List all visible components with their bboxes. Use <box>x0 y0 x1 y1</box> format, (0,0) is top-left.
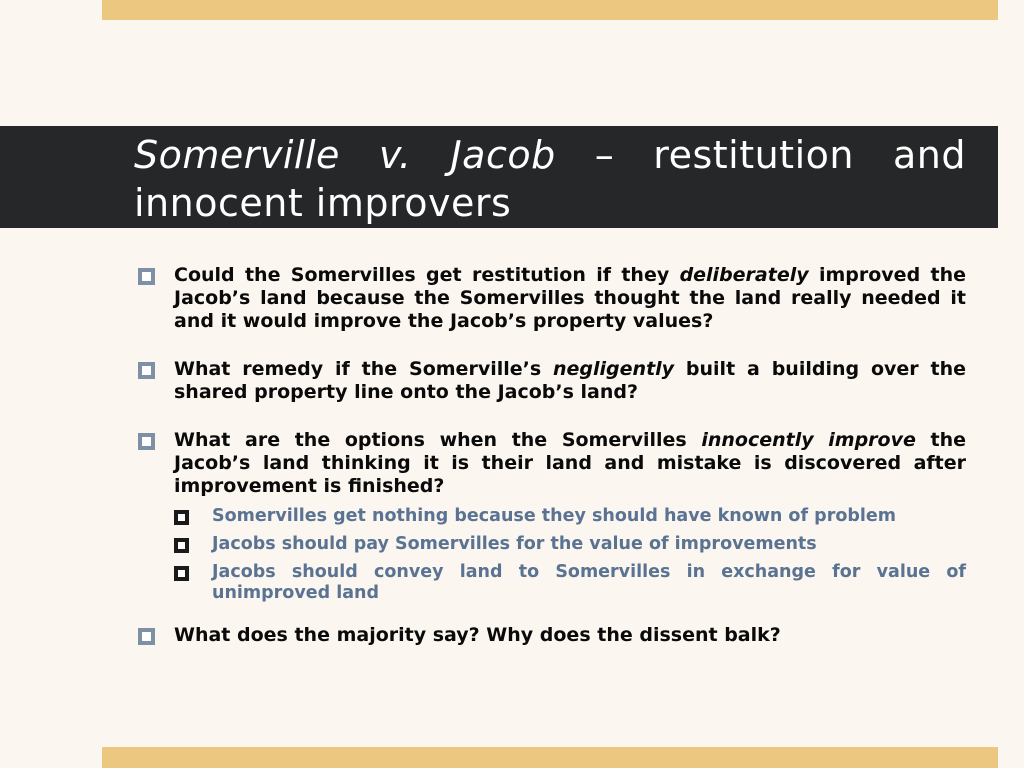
sub-bullet-text: Jacobs should convey land to Somervilles in exchange for value of unimproved land <box>212 562 966 603</box>
bullet-emphasis: innocently improve <box>701 429 916 451</box>
small-square-bullet-icon <box>174 510 189 525</box>
bottom-accent-bar <box>102 747 998 768</box>
bullet-text: What are the options when the Somervilles <box>174 429 702 451</box>
bullet-text: improved the Jacob’s land because the Somervilles thought the land really needed it and it would improve the Jacob’s property values? <box>174 264 966 332</box>
bullet-text: built a building over the shared property line onto the Jacob’s land? <box>174 358 966 403</box>
square-bullet-icon <box>138 362 155 379</box>
bullet-text: the Jacob’s land thinking it is their land and mistake is discovered after improvement is finished? <box>174 429 966 497</box>
sub-bullet-item <box>174 534 966 555</box>
sub-bullet-item <box>174 506 966 527</box>
square-bullet-icon <box>138 433 155 450</box>
bullet-item-innocently <box>138 429 966 604</box>
bullet-list <box>138 264 966 647</box>
bullet-text: What does the majority say? Why does the dissent balk? <box>174 624 781 646</box>
bullet-text: What remedy if the Somerville’s <box>174 358 554 380</box>
title-subject: – restitution and innocent improvers <box>134 133 966 225</box>
bullet-item-majority <box>138 624 966 647</box>
square-bullet-icon <box>138 628 155 645</box>
title-case-name: Somerville v. Jacob <box>134 133 556 177</box>
bullet-item-deliberately <box>138 264 966 333</box>
sub-bullet-text: Jacobs should pay Somervilles for the value of improvements <box>212 534 817 554</box>
square-bullet-icon <box>138 268 155 285</box>
bullet-item-negligently <box>138 358 966 404</box>
small-square-bullet-icon <box>174 538 189 553</box>
bullet-emphasis: deliberately <box>679 264 809 286</box>
sub-bullet-list <box>174 506 966 604</box>
sub-bullet-item <box>174 562 966 604</box>
top-accent-bar <box>102 0 998 20</box>
sub-bullet-text: Somervilles get nothing because they should have known of problem <box>212 506 896 526</box>
bullet-text: Could the Somervilles get restitution if they <box>174 264 680 286</box>
slide-title <box>134 131 966 227</box>
small-square-bullet-icon <box>174 566 189 581</box>
bullet-emphasis: negligently <box>553 358 675 380</box>
